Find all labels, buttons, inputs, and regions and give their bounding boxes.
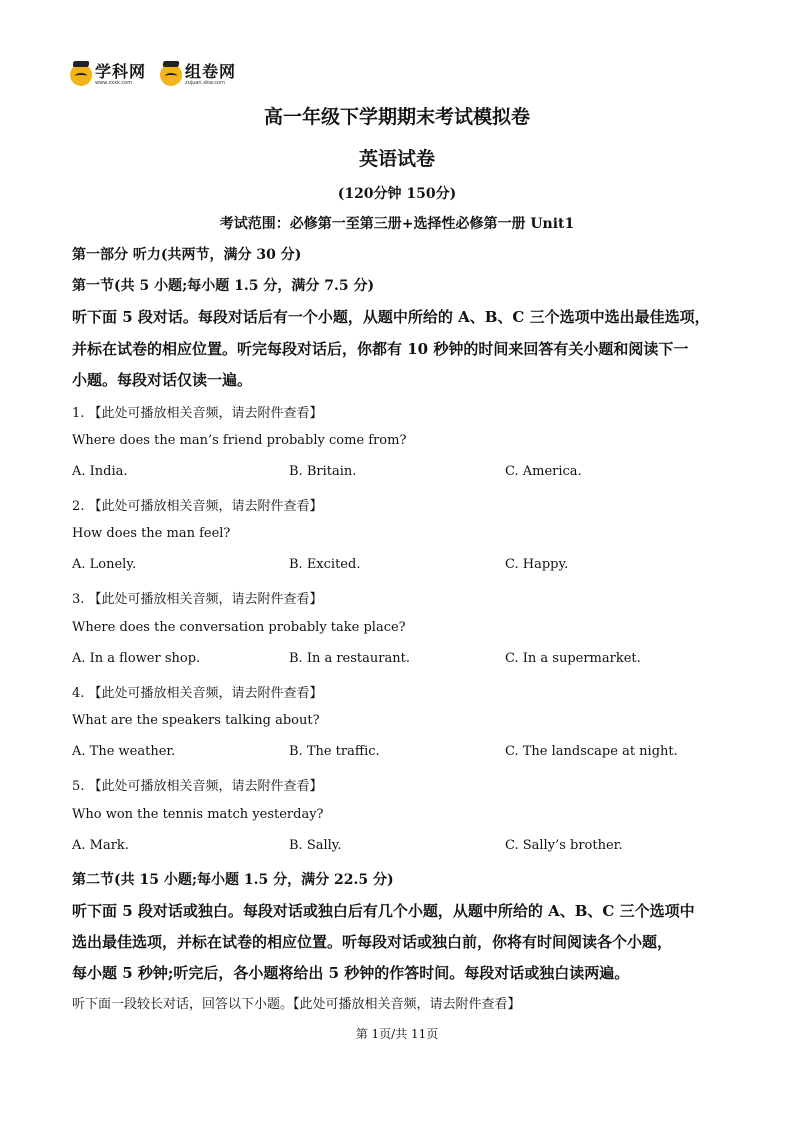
option-a[interactable]: A. Mark. bbox=[72, 838, 129, 853]
section2-instructions-line: 选出最佳选项，并标在试卷的相应位置。听每段对话或独白前，你将有时间阅读各个小题， bbox=[72, 933, 673, 951]
section1-heading: 第一节(共 5 小题;每小题 1.5 分，满分 7.5 分) bbox=[72, 278, 375, 294]
section2-heading: 第二节(共 15 小题;每小题 1.5 分，满分 22.5 分) bbox=[72, 872, 394, 888]
xuekewang-logo bbox=[70, 64, 146, 86]
option-a[interactable]: A. India. bbox=[72, 464, 128, 479]
option-c[interactable]: C. The landscape at night. bbox=[505, 744, 678, 759]
question-audio-label: 1. 【此处可播放相关音频，请去附件查看】 bbox=[72, 406, 323, 421]
mortarboard-icon bbox=[70, 64, 92, 86]
option-a[interactable]: A. The weather. bbox=[72, 744, 176, 759]
logo-bar bbox=[70, 60, 236, 90]
question-text: Where does the man’s friend probably come from? bbox=[72, 433, 407, 448]
exam-subtitle: 英语试卷 bbox=[358, 148, 435, 170]
option-c[interactable]: C. In a supermarket. bbox=[505, 651, 641, 666]
option-b[interactable]: B. Britain. bbox=[289, 464, 357, 479]
question-text: Where does the conversation probably take place? bbox=[72, 620, 406, 635]
option-a[interactable]: A. In a flower shop. bbox=[72, 651, 201, 666]
logo-name: 组卷网 bbox=[185, 62, 237, 81]
zujuanwang-logo bbox=[160, 64, 236, 86]
section1-instructions-line: 听下面 5 段对话。每段对话后有一个小题，从题中所给的 A、B、C 三个选项中选出最佳选项， bbox=[72, 308, 710, 326]
part1-heading: 第一部分 听力(共两节，满分 30 分) bbox=[72, 247, 302, 263]
question-audio-label: 5. 【此处可播放相关音频，请去附件查看】 bbox=[72, 779, 323, 794]
question-text: What are the speakers talking about? bbox=[72, 713, 320, 728]
option-c[interactable]: C. Happy. bbox=[505, 557, 569, 572]
exam-duration: (120分钟 150分) bbox=[337, 186, 457, 202]
exam-scope: 考试范围：必修第一至第三册+选择性必修第一册 Unit1 bbox=[219, 216, 575, 232]
question-audio-label: 3. 【此处可播放相关音频，请去附件查看】 bbox=[72, 592, 323, 607]
option-b[interactable]: B. Excited. bbox=[289, 557, 361, 572]
option-b[interactable]: B. Sally. bbox=[289, 838, 342, 853]
mortarboard-icon bbox=[160, 64, 182, 86]
question-audio-label: 4. 【此处可播放相关音频，请去附件查看】 bbox=[72, 686, 323, 701]
option-c[interactable]: C. America. bbox=[505, 464, 582, 479]
long-dialog-note: 听下面一段较长对话，回答以下小题。【此处可播放相关音频，请去附件查看】 bbox=[72, 997, 521, 1012]
option-b[interactable]: B. The traffic. bbox=[289, 744, 380, 759]
option-c[interactable]: C. Sally’s brother. bbox=[505, 838, 623, 853]
section2-instructions-line: 每小题 5 秒钟;听完后，各小题将给出 5 秒钟的作答时间。每段对话或独白读两遍。 bbox=[72, 964, 630, 982]
exam-title: 高一年级下学期期末考试模拟卷 bbox=[263, 106, 530, 128]
logo-name: 学科网 bbox=[95, 62, 147, 81]
section1-instructions-line: 小题。每段对话仅读一遍。 bbox=[72, 371, 253, 389]
question-audio-label: 2. 【此处可播放相关音频，请去附件查看】 bbox=[72, 499, 323, 514]
option-b[interactable]: B. In a restaurant. bbox=[289, 651, 410, 666]
section1-instructions-line: 并标在试卷的相应位置。听完每段对话后，你都有 10 秒钟的时间来回答有关小题和阅读下一 bbox=[72, 340, 689, 358]
logo-url: zujuan.xkw.com bbox=[185, 80, 225, 86]
option-a[interactable]: A. Lonely. bbox=[72, 557, 137, 572]
section2-instructions-line: 听下面 5 段对话或独白。每段对话或独白后有几个小题，从题中所给的 A、B、C 三个选项中 bbox=[72, 902, 695, 920]
logo-url: www.zxxk.com bbox=[95, 80, 133, 86]
question-text: Who won the tennis match yesterday? bbox=[72, 807, 324, 822]
page-footer: 第 1页/共 11页 bbox=[355, 1027, 439, 1041]
question-text: How does the man feel? bbox=[72, 526, 231, 541]
